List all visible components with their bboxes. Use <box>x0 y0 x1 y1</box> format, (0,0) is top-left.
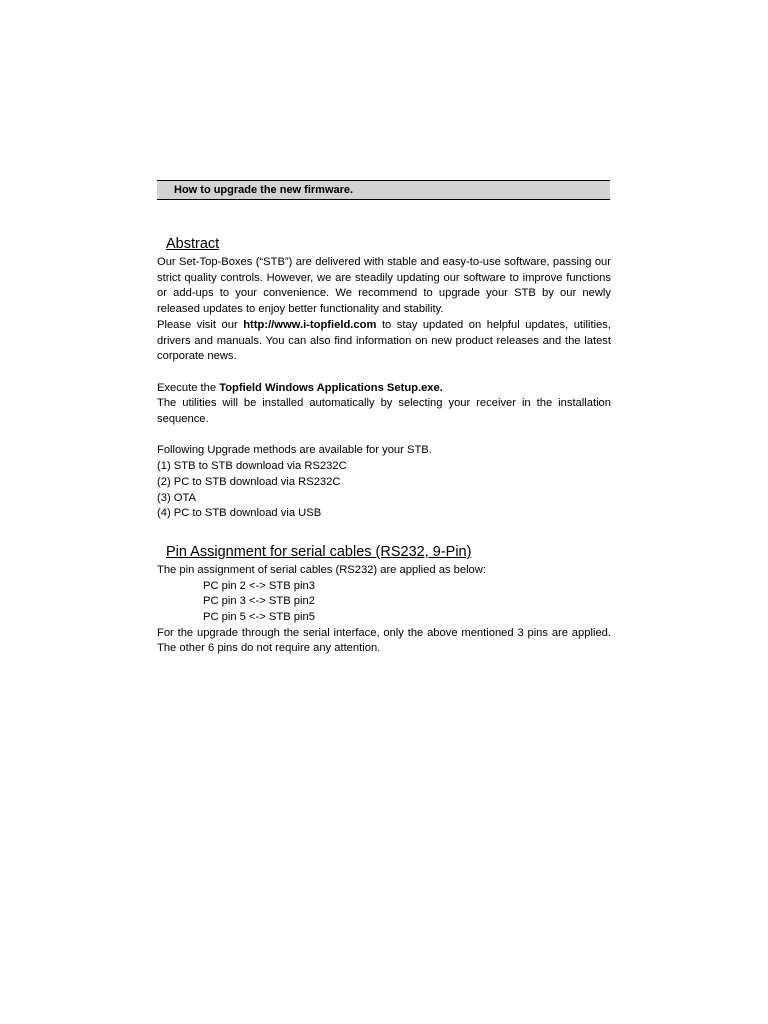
pin-mapping: PC pin 5 <-> STB pin5 <box>203 611 315 624</box>
setup-file-name: Topfield Windows Applications Setup.exe. <box>219 381 443 394</box>
document-body <box>157 233 611 657</box>
method-item: (1) STB to STB download via RS232C <box>157 460 347 473</box>
title-bar <box>157 180 610 200</box>
execute-line <box>157 381 611 397</box>
method-item: (2) PC to STB download via RS232C <box>157 475 341 488</box>
abstract-paragraph: Our Set-Top-Boxes (“STB”) are delivered with stable and easy-to-use software, passing our strict quality controls. However, we are steadily updating our software to improve functions or add-ups to your convenience. We recommend to upgrade your STB by our newly released updates to enjoy better functionality and stability. <box>157 256 611 316</box>
spacer <box>157 522 611 541</box>
method-item: (4) PC to STB download via USB <box>157 507 322 520</box>
visit-prefix: Please visit our <box>157 318 244 331</box>
methods-intro: Following Upgrade methods are available for your STB. <box>157 444 432 457</box>
document-title: How to upgrade the new firmware. <box>174 184 354 196</box>
website-link[interactable]: http://www.i-topfield.com <box>243 318 377 331</box>
spacer <box>157 428 611 444</box>
install-note: The utilities will be installed automatically by selecting your receiver in the installation sequence. <box>157 397 611 426</box>
visit-suffix: to stay updated on helpful updates, utilities, drivers and manuals. You can also find information on new product releases and the latest corporate news. <box>157 318 612 363</box>
spacer <box>157 365 611 381</box>
abstract-heading: Abstract <box>166 236 220 252</box>
pin-mapping: PC pin 3 <-> STB pin2 <box>203 595 315 608</box>
pin-assignment-heading: Pin Assignment for serial cables (RS232, 9-Pin) <box>166 543 472 560</box>
pin-mapping: PC pin 2 <-> STB pin3 <box>203 579 315 592</box>
execute-prefix: Execute the <box>157 381 220 394</box>
pin-note: For the upgrade through the serial interface, only the above mentioned 3 pins are applied. The other 6 pins do not require any attention. <box>157 626 611 655</box>
visit-paragraph <box>157 318 611 365</box>
method-item: (3) OTA <box>157 491 196 504</box>
pin-intro: The pin assignment of serial cables (RS232) are applied as below: <box>157 563 486 576</box>
